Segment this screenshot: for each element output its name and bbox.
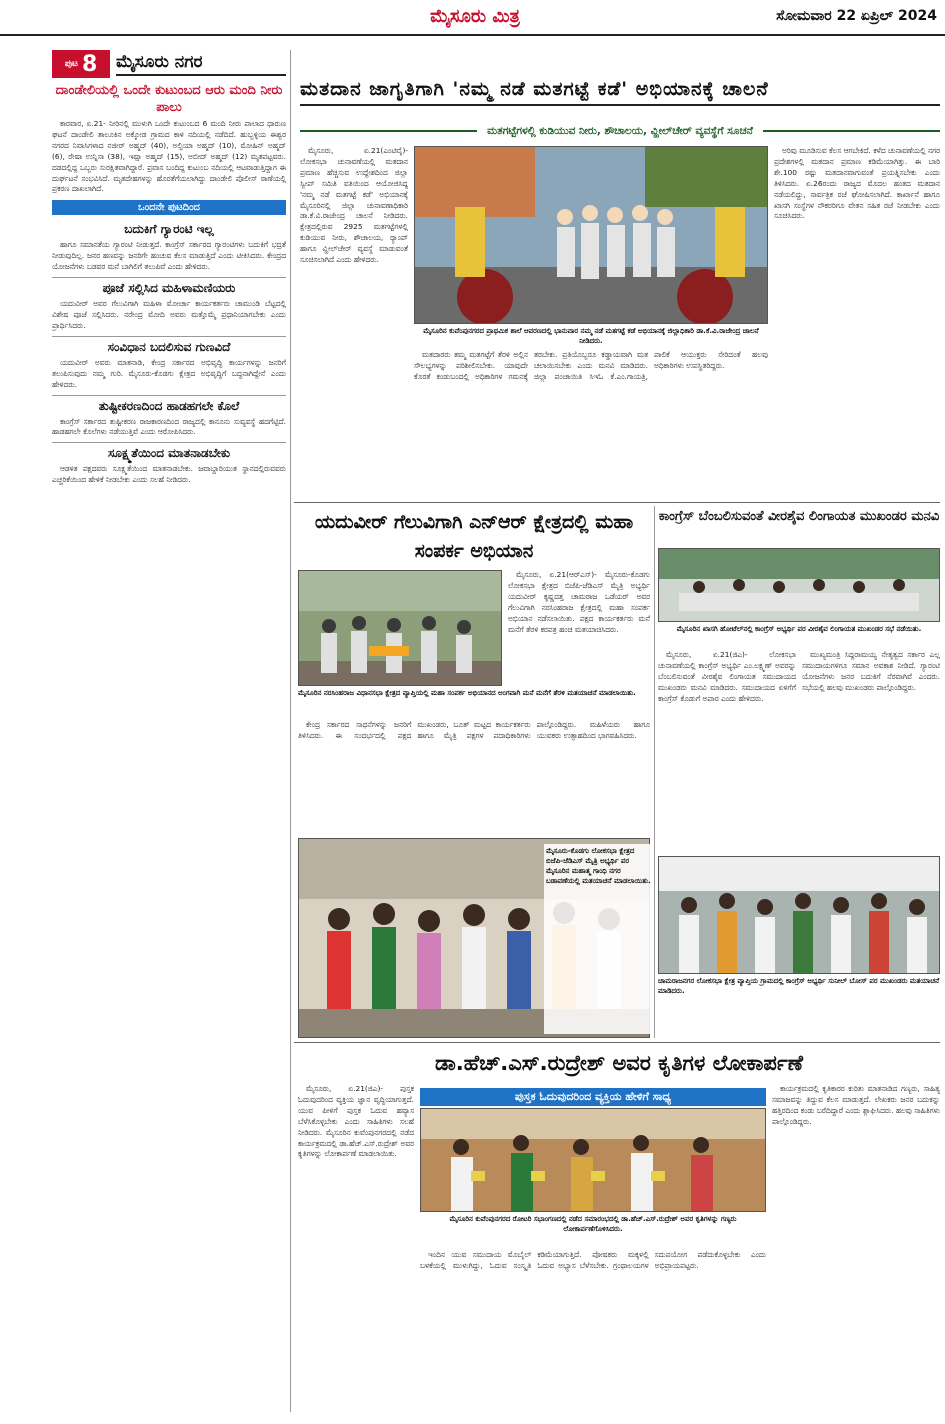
lead-subhead-bar [300,122,940,140]
cong-photo-2 [658,856,940,974]
nr-photo [298,570,502,686]
book-body-left: ಮೈಸೂರು, ಏ.21(ಜಿಎ)- ಪುಸ್ತಕ ಓದುವುದರಿಂದ ವ್ಯಕ್ತಿಯ ಜ್ಞಾನ ವೃದ್ಧಿಯಾಗುತ್ತದೆ. ಯುವ ಪೀಳಿಗೆ ಪುಸ್ತಕ ಓದುವ ಹವ್ಯಾಸ ಬೆಳೆಸಿಕೊಳ್ಳಬೇಕು ಎಂದು ಸಾಹಿತಿಗಳು ಸಲಹೆ ನೀಡಿದರು. ಮೈಸೂರಿನ ಕುವೆಂಪುನಗರದಲ್ಲಿ ನಡೆದ ಕಾರ್ಯಕ್ರಮದಲ್ಲಿ ಡಾ.ಹೆಚ್.ಎಸ್.ರುದ್ರೇಶ್ ಅವರ ಕೃತಿಗಳನ್ನು ಲೋಕಾರ್ಪಣೆ ಮಾಡಲಾಯಿತು. [298,1084,414,1159]
page-number-badge [52,50,110,78]
column-divider-right [654,506,655,1038]
page-label: ಪುಟ [64,59,78,69]
dateline: ಸೋಮವಾರ 22 ಏಪ್ರಿಲ್ 2024 [776,8,937,24]
book-photo-image [421,1109,766,1212]
subhead-rule-right [763,130,940,132]
left-column [52,82,286,1412]
mid-bottom-rule [294,1042,940,1043]
cong-photo-caption: ಮೈಸೂರಿನ ಖಾಸಗಿ ಹೋಟೆಲ್‌ನಲ್ಲಿ ಕಾಂಗ್ರೆಸ್ ಅಭ್ಯರ್ಥಿ ಪರ ವೀರಶೈವ ಲಿಂಗಾಯತ ಮುಖಂಡರ ಸಭೆ ನಡೆಯಿತು. [676,625,922,633]
cong-photo-image [659,549,940,622]
nr-photo-2-caption: ಮೈಸೂರು-ಕೊಡಗು ಲೋಕಸಭಾ ಕ್ಷೇತ್ರದ ಬಿಜೆಪಿ-ಜೆಡಿಎಸ್ ಮೈತ್ರಿ ಅಭ್ಯರ್ಥಿ ಪರ ಮೈಸೂರಿನ ಮಹಾತ್ಮ ಗಾಂಧಿ ನಗರ ಬಡಾವಣೆಯಲ್ಲಿ ಮತಯಾಚನೆ ಮಾಡಲಾಯಿತು. [544,844,654,1034]
sookshma-body: ಆಡಳಿತ ಪಕ್ಷದವರು ಸೂಕ್ಷ್ಮತೆಯಿಂದ ಮಾತನಾಡಬೇಕು. ಜವಾಬ್ದಾರಿಯುತ ಸ್ಥಾನದಲ್ಲಿರುವವರು ಎಚ್ಚರಿಕೆಯಿಂದ ಹೇಳಿಕೆ ನೀಡಬೇಕು ಎಂದು ಸಲಹೆ ನೀಡಿದರು. [52,464,286,485]
section-title: ಮೈಸೂರು ನಗರ [116,52,286,76]
cong-photo-2-image [659,857,940,974]
pooje-body: ಯದುವೀರ್ ಅವರ ಗೆಲುವಿಗಾಗಿ ಮಹಿಳಾ ಮೋರ್ಚಾ ಕಾರ್ಯಕರ್ತರು ಚಾಮುಂಡಿ ಬೆಟ್ಟದಲ್ಲಿ ವಿಶೇಷ ಪೂಜೆ ಸಲ್ಲಿಸಿದರು. ನರೇಂದ್ರ ಮೋದಿ ಅವರು ಮತ್ತೊಮ್ಮೆ ಪ್ರಧಾನಿಯಾಗಬೇಕು ಎಂದು ಪ್ರಾರ್ಥಿಸಿದರು. [52,299,286,330]
book-photo [420,1108,766,1212]
tushtikarana-headline: ತುಷ್ಟೀಕರಣದಿಂದ ಹಾಡಹಗಲೇ ಕೊಲೆ [52,395,286,414]
column-divider [290,50,291,1412]
continued-label: ಒಂದನೇ ಪುಟದಿಂದ [52,200,286,215]
masthead-rule [0,34,945,36]
nr-headline: ಯದುವೀರ್ ಗೆಲುವಿಗಾಗಿ ಎನ್‌ಆರ್ ಕ್ಷೇತ್ರದಲ್ಲಿ ಮಹಾ ಸಂಪರ್ಕ ಅಭಿಯಾನ [314,511,634,562]
lead-body-right: ಅರಿವು ಮೂಡಿಸುವ ಕೆಲಸ ಆಗಬೇಕಿದೆ. ಕಳೆದ ಚುನಾವಣೆಯಲ್ಲಿ ನಗರ ಪ್ರದೇಶಗಳಲ್ಲಿ ಮತದಾನ ಪ್ರಮಾಣ ಕಡಿಮೆಯಾಗಿತ್ತು. ಈ ಬಾರಿ ಶೇ.100 ರಷ್ಟು ಮತದಾನವಾಗುವಂತೆ ಪ್ರಯತ್ನಿಸಬೇಕು ಎಂದು ತಿಳಿಸಿದರು. ಏ.26ರಂದು ರಾಜ್ಯದ ಮೊದಲ ಹಂತದ ಮತದಾನ ನಡೆಯಲಿದ್ದು, ಸಾರ್ವತ್ರಿಕ ರಜೆ ಘೋಷಿಸಲಾಗಿದೆ. ಕಾರ್ಖಾನೆ ಹಾಗೂ ಖಾಸಗಿ ಸಂಸ್ಥೆಗಳ ನೌಕರರಿಗೂ ವೇತನ ಸಹಿತ ರಜೆ ನೀಡಬೇಕು ಎಂದು ಸೂಚಿಸಿದರು. [774,146,940,221]
book-photo-caption: ಮೈಸೂರಿನ ಕುವೆಂಪುನಗರದ ರೋಟರಿ ಸಭಾಂಗಣದಲ್ಲಿ ನಡೆದ ಸಮಾರಂಭದಲ್ಲಿ ಡಾ.ಹೆಚ್.ಎಸ್.ರುದ್ರೇಶ್ ಅವರ ಕೃತಿಗಳನ್ನು ಗಣ್ಯರು ಲೋಕಾರ್ಪಣೆಗೊಳಿಸಿದರು. [449,1215,737,1233]
lead-body-left: ಮೈಸೂರು, ಏ.21(ಎಂಟಿವೈ)- ಲೋಕಸಭಾ ಚುನಾವಣೆಯಲ್ಲಿ ಮತದಾನ ಪ್ರಮಾಣ ಹೆಚ್ಚಿಸುವ ಉದ್ದೇಶದಿಂದ ಜಿಲ್ಲಾ ಸ್ವೀಪ್ ಸಮಿತಿ ವತಿಯಿಂದ ಆಯೋಜಿಸಿದ್ದ 'ನಮ್ಮ ನಡೆ ಮತಗಟ್ಟೆ ಕಡೆ' ಅಭಿಯಾನಕ್ಕೆ ಮೈಸೂರಿನಲ್ಲಿ ಜಿಲ್ಲಾ ಚುನಾವಣಾಧಿಕಾರಿ ಡಾ.ಕೆ.ವಿ.ರಾಜೇಂದ್ರ ಚಾಲನೆ ನೀಡಿದರು. ಕ್ಷೇತ್ರದಲ್ಲಿರುವ 2925 ಮತಗಟ್ಟೆಗಳಲ್ಲಿ ಕುಡಿಯುವ ನೀರು, ಶೌಚಾಲಯ, ರ‍್ಯಾಂಪ್ ಹಾಗೂ ವ್ಹೀಲ್‌ಚೇರ್ ವ್ಯವಸ್ಥೆ ಮಾಡುವಂತೆ ಸೂಚಿಸಲಾಗಿದೆ ಎಂದು ಹೇಳಿದರು. [300,146,408,265]
nr-body-1: ಮೈಸೂರು, ಏ.21(ಆರ್‌ಎಸ್)- ಮೈಸೂರು-ಕೊಡಗು ಲೋಕಸಭಾ ಕ್ಷೇತ್ರದ ಬಿಜೆಪಿ-ಜೆಡಿಎಸ್ ಮೈತ್ರಿ ಅಭ್ಯರ್ಥಿ ಯದುವೀರ್ ಕೃಷ್ಣದತ್ತ ಚಾಮರಾಜ ಒಡೆಯರ್ ಅವರ ಗೆಲುವಿಗಾಗಿ ನರಸಿಂಹರಾಜ ಕ್ಷೇತ್ರದಲ್ಲಿ ಮಹಾ ಸಂಪರ್ಕ ಅಭಿಯಾನ ನಡೆಸಲಾಯಿತು. ಪಕ್ಷದ ಕಾರ್ಯಕರ್ತರು ಮನೆ ಮನೆಗೆ ತೆರಳಿ ಕರಪತ್ರ ಹಂಚಿ ಮತಯಾಚಿಸಿದರು. [508,570,650,634]
nr-photo-image [299,571,502,686]
sookshma-headline: ಸೂಕ್ಷ್ಮತೆಯಿಂದ ಮಾತನಾಡಬೇಕು [52,442,286,461]
continued-body: ಹಾಗೂ ಸಮಾನತೆಯ ಗ್ಯಾರಂಟಿ ನೀಡುತ್ತದೆ. ಕಾಂಗ್ರೆಸ್ ಸರ್ಕಾರದ ಗ್ಯಾರಂಟಿಗಳು ಬದುಕಿಗೆ ಭದ್ರತೆ ನೀಡುವುದಿಲ್ಲ. ಜನರ ಹಣವನ್ನು ಜನರಿಗೇ ಹಂಚುವ ಕೆಲಸ ಮಾಡುತ್ತಿದೆ ಎಂದು ಟೀಕಿಸಿದರು. ಕೇಂದ್ರದ ಯೋಜನೆಗಳು ಬಡವರ ಮನೆ ಬಾಗಿಲಿಗೆ ತಲುಪಿವೆ ಎಂದು ಹೇಳಿದರು. [52,240,286,272]
book-subhead: ಪುಸ್ತಕ ಓದುವುದರಿಂದ ವ್ಯಕ್ತಿಯ ಹೇಳಿಗೆ ಸಾಧ್ಯ [420,1088,766,1106]
cong-photo-2-caption: ಚಾಮರಾಜನಗರ ಲೋಕಸಭಾ ಕ್ಷೇತ್ರ ವ್ಯಾಪ್ತಿಯ ಗ್ರಾಮದಲ್ಲಿ ಕಾಂಗ್ರೆಸ್ ಅಭ್ಯರ್ಥಿ ಸುನೀಲ್ ಬೋಸ್ ಪರ ಮುಖಂಡರು ಮತಯಾಚನೆ ಮಾಡಿದರು. [658,977,940,995]
tushtikarana-body: ಕಾಂಗ್ರೆಸ್ ಸರ್ಕಾರದ ತುಷ್ಟೀಕರಣ ರಾಜಕಾರಣದಿಂದ ರಾಜ್ಯದಲ್ಲಿ ಕಾನೂನು ಸುವ್ಯವಸ್ಥೆ ಹದಗೆಟ್ಟಿದೆ. ಹಾಡಹಗಲೇ ಕೊಲೆಗಳು ನಡೆಯುತ್ತಿವೆ ಎಂದು ಆರೋಪಿಸಿದರು. [52,416,286,437]
cong-body-1: ಮೈಸೂರು, ಏ.21(ಜಿಎ)- ಲೋಕಸಭಾ ಚುನಾವಣೆಯಲ್ಲಿ ಕಾಂಗ್ರೆಸ್ ಅಭ್ಯರ್ಥಿ ಎಂ.ಲಕ್ಷ್ಮಣ್ ಅವರನ್ನು ಬೆಂಬಲಿಸುವಂತೆ ವೀರಶೈವ ಲಿಂಗಾಯತ ಸಮುದಾಯದ ಮುಖಂಡರು ಮನವಿ ಮಾಡಿದರು. ಸಮುದಾಯದ ಏಳಿಗೆಗೆ ಕಾಂಗ್ರೆಸ್ ಕೊಡುಗೆ ಅಪಾರ ಎಂದು ಹೇಳಿದರು. [658,650,796,703]
lead-photo [414,146,768,324]
continued-headline: ಬದುಕಿಗೆ ಗ್ಯಾರಂಟಿ ಇಲ್ಲ [124,222,214,237]
book-body-mid: ಇಂದಿನ ಯುವ ಸಮುದಾಯ ಮೊಬೈಲ್ ಬಳಕೆಯಲ್ಲಿ ಮುಳುಗಿದ್ದು, ಓದುವ ಸಂಸ್ಕೃತಿ ಕಡಿಮೆಯಾಗುತ್ತಿದೆ. ಪೋಷಕರು ಮಕ್ಕಳಲ್ಲಿ ಓದುವ ಅಭ್ಯಾಸ ಬೆಳೆಸಬೇಕು. ಗ್ರಂಥಾಲಯಗಳ ಸದುಪಯೋಗ ಪಡೆದುಕೊಳ್ಳಬೇಕು ಎಂದು ಅಭಿಪ್ರಾಯಪಟ್ಟರು. [420,1250,766,1270]
book-headline: ಡಾ.ಹೆಚ್.ಎಸ್.ರುದ್ರೇಶ್ ಅವರ ಕೃತಿಗಳ ಲೋಕಾರ್ಪಣೆ [434,1051,804,1075]
dandeli-headline: ದಾಂಡೇಲಿಯಲ್ಲಿ ಒಂದೇ ಕುಟುಂಬದ ಆರು ಮಂದಿ ನೀರು ಪಾಲು [55,83,283,115]
cong-headline: ಕಾಂಗ್ರೆಸ್ ಬೆಂಬಲಿಸುವಂತೆ ವೀರಶೈವ ಲಿಂಗಾಯತ ಮುಖಂಡರ ಮನವಿ [658,509,940,524]
newspaper-name: ಮೈಸೂರು ಮಿತ್ರ [430,6,520,27]
page-number: 8 [81,51,98,77]
masthead [0,0,945,46]
subhead-rule-left [300,130,477,132]
nr-photo-caption: ಮೈಸೂರಿನ ನರಸಿಂಹರಾಜ ವಿಧಾನಸಭಾ ಕ್ಷೇತ್ರದ ವ್ಯಾಪ್ತಿಯಲ್ಲಿ ಮಹಾ ಸಂಪರ್ಕ ಅಭಿಯಾನದ ಅಂಗವಾಗಿ ಮನೆ ಮನೆಗೆ ತೆರಳಿ ಮತಯಾಚನೆ ಮಾಡಲಾಯಿತು. [298,689,636,697]
book-body-right: ಕಾರ್ಯಕ್ರಮದಲ್ಲಿ ಕೃತಿಕಾರರ ಕುರಿತು ಮಾತನಾಡಿದ ಗಣ್ಯರು, ಸಾಹಿತ್ಯ ಸಮಾಜವನ್ನು ತಿದ್ದುವ ಕೆಲಸ ಮಾಡುತ್ತದೆ. ಲೇಖಕರು ಜನರ ಬದುಕನ್ನು ಹತ್ತಿರದಿಂದ ಕಂಡು ಬರೆದಿದ್ದಾರೆ ಎಂದು ಶ್ಲಾಘಿಸಿದರು. ಹಲವು ಸಾಹಿತಿಗಳು ಪಾಲ್ಗೊಂಡಿದ್ದರು. [772,1084,940,1126]
dandeli-body: ಕಾರವಾರ, ಏ.21- ನೀರಿನಲ್ಲಿ ಮುಳುಗಿ ಒಂದೇ ಕುಟುಂಬದ 6 ಮಂದಿ ನೀರು ಪಾಲಾದ ಧಾರುಣ ಘಟನೆ ದಾಂಡೇಲಿ ತಾಲೂಕಿನ ಅಕ್ಕೋಡ ಗ್ರಾಮದ ಕಾಳಿ ನದಿಯಲ್ಲಿ ನಡೆದಿದೆ. ಹುಬ್ಬಳ್ಳಿಯ ಈಶ್ವರ ನಗರದ ನಿವಾಸಿಗಳಾದ ನಜೀರ್ ಅಹ್ಮದ್ (40), ಅಲ್ಫಿಯಾ ಅಹ್ಮದ್ (10), ಮೋಹಿನ್ ಅಹ್ಮದ್ (6), ರೇಷಾ ಉನ್ನಿಸಾ (38), ಇಷ್ಷಾ ಅಹ್ಮದ್ (15), ಅಬೀದ್ ಅಹ್ಮದ್ (12) ಮೃತಪಟ್ಟವರು. ದಡದಲ್ಲಿದ್ದ ಒಬ್ಬರು ಸುರಕ್ಷಿತವಾಗಿದ್ದಾರೆ. ಪ್ರವಾಸ ಬಂದಿದ್ದ ಕುಟುಂಬ ನದಿಯಲ್ಲಿ ಆಟವಾಡುತ್ತಿದ್ದಾಗ ಈ ದುರ್ಘಟನೆ ಸಂಭವಿಸಿದೆ. ಮೃತದೇಹಗಳನ್ನು ಹೊರತೆಗೆಯಲಾಗಿದ್ದು ದಾಂಡೇಲಿ ಪೊಲೀಸ್ ಠಾಣೆಯಲ್ಲಿ ಪ್ರಕರಣ ದಾಖಲಾಗಿದೆ. [52,119,286,194]
lead-photo-image [415,147,768,324]
samvidhana-body: ಯದುವೀರ್ ಅವರು ಮಾತನಾಡಿ, ಕೇಂದ್ರ ಸರ್ಕಾರದ ಅಭಿವೃದ್ಧಿ ಕಾರ್ಯಗಳನ್ನು ಜನರಿಗೆ ತಲುಪಿಸುವುದು ನಮ್ಮ ಗುರಿ. ಮೈಸೂರು-ಕೊಡಗು ಕ್ಷೇತ್ರದ ಅಭಿವೃದ್ಧಿಗೆ ಬದ್ಧನಾಗಿದ್ದೇನೆ ಎಂದು ಹೇಳಿದರು. [52,357,286,389]
lead-headline: ಮತದಾನ ಜಾಗೃತಿಗಾಗಿ 'ನಮ್ಮ ನಡೆ ಮತಗಟ್ಟೆ ಕಡೆ' ಅಭಿಯಾನಕ್ಕೆ ಚಾಲನೆ [300,74,940,106]
samvidhana-headline: ಸಂವಿಧಾನ ಬದಲಿಸುವ ಗುಣವಿದೆ [52,336,286,355]
lead-subhead: ಮತಗಟ್ಟೆಗಳಲ್ಲಿ ಕುಡಿಯುವ ನೀರು, ಶೌಚಾಲಯ, ವ್ಹೀಲ್‌ಚೇರ್ ವ್ಯವಸ್ಥೆಗೆ ಸೂಚನೆ [487,124,753,137]
lead-bottom-rule [294,502,940,503]
lead-body-mid: ಮತದಾರರು ತಮ್ಮ ಮತಗಟ್ಟೆಗೆ ತೆರಳಿ ಅಲ್ಲಿನ ಸೌಲಭ್ಯಗಳನ್ನು ಪರಿಶೀಲಿಸಬೇಕು. ಯಾವುದೇ ಕೊರತೆ ಕಂಡುಬಂದಲ್ಲಿ ಅಧಿಕಾರಿಗಳ ಗಮನಕ್ಕೆ ತರಬೇಕು. ಪ್ರತಿಯೊಬ್ಬರೂ ಕಡ್ಡಾಯವಾಗಿ ಮತ ಚಲಾಯಿಸಬೇಕು ಎಂದು ಮನವಿ ಮಾಡಿದರು. ಜಿಲ್ಲಾ ಪಂಚಾಯಿತಿ ಸಿಇಓ ಕೆ.ಎಂ.ಗಾಯತ್ರಿ, ಪಾಲಿಕೆ ಆಯುಕ್ತರು ಸೇರಿದಂತೆ ಹಲವು ಅಧಿಕಾರಿಗಳು ಉಪಸ್ಥಿತರಿದ್ದರು. [414,350,768,381]
cong-photo [658,548,940,622]
pooje-headline: ಪೂಜೆ ಸಲ್ಲಿಸಿದ ಮಹಿಳಾಮಣಿಯರು [52,277,286,296]
nr-body-2: ಕೇಂದ್ರ ಸರ್ಕಾರದ ಸಾಧನೆಗಳನ್ನು ಜನರಿಗೆ ತಿಳಿಸಿದರು. ಈ ಸಂದರ್ಭದಲ್ಲಿ ಪಕ್ಷದ ಮುಖಂಡರು, ಬೂತ್ ಮಟ್ಟದ ಕಾರ್ಯಕರ್ತರು ಹಾಗೂ ಮೈತ್ರಿ ಪಕ್ಷಗಳ ಪದಾಧಿಕಾರಿಗಳು ಪಾಲ್ಗೊಂಡಿದ್ದರು. ಮಹಿಳೆಯರು ಹಾಗೂ ಯುವಕರು ಉತ್ಸಾಹದಿಂದ ಭಾಗವಹಿಸಿದರು. [298,720,650,740]
cong-body-2: ಮುಖ್ಯಮಂತ್ರಿ ಸಿದ್ದರಾಮಯ್ಯ ನೇತೃತ್ವದ ಸರ್ಕಾರ ಎಲ್ಲ ಸಮುದಾಯಗಳಿಗೂ ಸಮಾನ ಅವಕಾಶ ನೀಡಿದೆ. ಗ್ಯಾರಂಟಿ ಯೋಜನೆಗಳು ಜನರ ಬದುಕಿಗೆ ನೆರವಾಗಿವೆ ಎಂದರು. ಸಭೆಯಲ್ಲಿ ಹಲವು ಮುಖಂಡರು ಪಾಲ್ಗೊಂಡಿದ್ದರು. [802,650,940,692]
lead-photo-caption: ಮೈಸೂರಿನ ಕುವೆಂಪುನಗರದ ಪ್ರಾಥಮಿಕ ಶಾಲೆ ಆವರಣದಲ್ಲಿ ಭಾನುವಾರ ನಮ್ಮ ನಡೆ ಮತಗಟ್ಟೆ ಕಡೆ ಅಭಿಯಾನಕ್ಕೆ ಜಿಲ್ಲಾಧಿಕಾರಿ ಡಾ.ಕೆ.ವಿ.ರಾಜೇಂದ್ರ ಚಾಲನೆ ನೀಡಿದರು. [423,327,759,345]
